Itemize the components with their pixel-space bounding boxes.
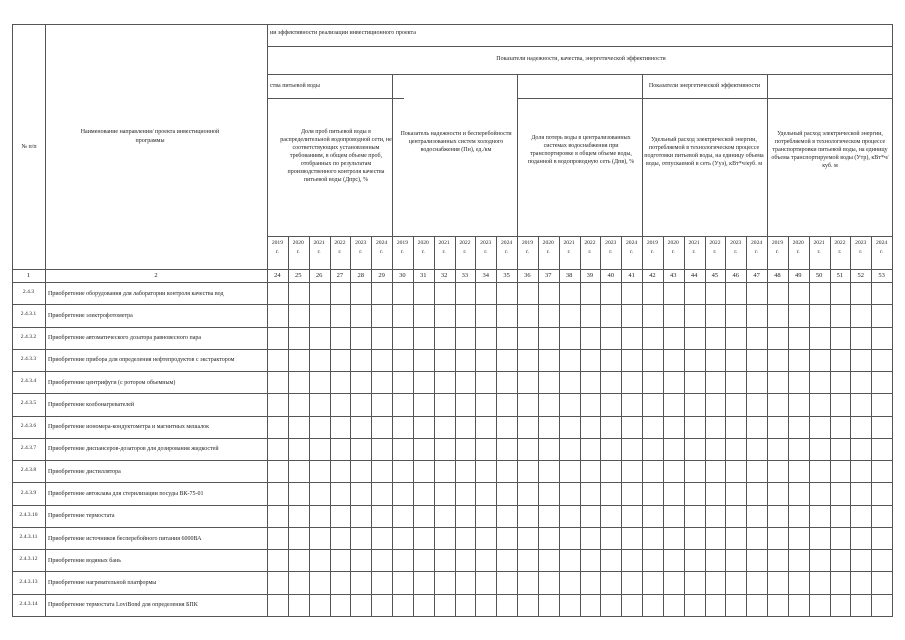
year-header: 2024 г. [496, 239, 517, 257]
year-column-divider [350, 236, 351, 616]
row-divider [12, 393, 892, 394]
year-column-divider [871, 236, 872, 616]
year-column-divider [663, 236, 664, 616]
year-column-divider [559, 236, 560, 616]
year-header: 2022 г. [455, 239, 476, 257]
column-number: 41 [628, 272, 635, 279]
column-number: 39 [586, 272, 594, 279]
year-suffix: г. [505, 249, 509, 255]
row-code: 2.4.3.11 [19, 534, 38, 541]
year-column-divider [496, 236, 497, 616]
year-header: 2022 г. [330, 239, 351, 257]
year-suffix: г. [463, 249, 467, 255]
column-number: 29 [378, 272, 385, 279]
indicator-water-losses: Доля потерь воды в централизованных системах водоснабжения при транспортировке в общем объеме воды, поданной в водопроводную сеть (Дпв), % [527, 135, 635, 165]
header-divider [12, 269, 892, 270]
column-number: 46 [732, 272, 739, 279]
year-suffix: г. [400, 249, 404, 255]
year-header: 2024 г. [871, 239, 892, 257]
row-code: 2.4.3.4 [20, 378, 37, 385]
year-header: 2020 г. [413, 239, 434, 257]
row-name: Приобретение электрофотометра [48, 312, 133, 319]
year-suffix: г. [650, 249, 654, 255]
year-column-divider [621, 236, 622, 616]
row-code: 2.4.3.5 [20, 400, 37, 407]
indicator-reliability: Показатель надежности и бесперебойности централизованных систем холодного водоснабжения (Пн), ед./км [400, 131, 512, 153]
column-number: 53 [878, 272, 885, 279]
year-suffix: г. [859, 249, 863, 255]
column-header-name: Наименование направления/ проекта инвестиционной программы [80, 129, 220, 144]
year-suffix: г. [713, 249, 717, 255]
row-code: 2.4.3.8 [20, 467, 37, 474]
year-header: 2023 г. [475, 239, 496, 257]
row-name: Приобретение иономера-кондуктометра и магнитных мешалок [48, 424, 210, 431]
year-column-divider [850, 236, 851, 616]
year-suffix: г. [484, 249, 488, 255]
row-name: Приобретение водяных бань [48, 557, 121, 564]
row-divider [12, 594, 892, 595]
year-suffix: г. [546, 249, 550, 255]
year-suffix: г. [317, 249, 321, 255]
year-column-divider [475, 236, 476, 616]
column-number: 28 [357, 272, 364, 279]
column-number: 51 [836, 272, 844, 279]
row-code: 2.4.3.10 [19, 511, 38, 518]
indicator-block-divider [517, 74, 518, 616]
year-suffix: г. [567, 249, 571, 255]
quality-group-title: ства питьевой воды [270, 83, 320, 89]
year-suffix: г. [359, 249, 363, 255]
year-suffix: г. [796, 249, 800, 255]
year-header: 2019 г. [767, 239, 788, 257]
year-column-divider [330, 236, 331, 616]
year-suffix: г. [734, 249, 738, 255]
column-number: 2 [154, 272, 158, 279]
year-header: 2019 г. [267, 239, 288, 257]
year-column-divider [830, 236, 831, 616]
column-number: 42 [649, 272, 656, 279]
row-name: Приобретение центрифуги (с ротором объемным) [48, 379, 176, 386]
row-name: Приобретение колбонагревателей [48, 401, 135, 408]
column-number: 27 [336, 272, 344, 279]
year-suffix: г. [380, 249, 384, 255]
year-column-divider [746, 236, 747, 616]
row-divider [12, 571, 892, 572]
energy-group-title: Показатели энергетической эффективности [648, 83, 761, 89]
year-header: 2021 г. [684, 239, 705, 257]
header-divider [517, 98, 892, 99]
year-suffix: г. [775, 249, 779, 255]
year-header: 2022 г. [705, 239, 726, 257]
column-number: 35 [503, 272, 510, 279]
year-suffix: г. [817, 249, 821, 255]
year-column-divider [809, 236, 810, 616]
row-code: 2.4.3.13 [19, 578, 38, 585]
row-name: Приобретение диспансеров-дозаторов для дозирования жидкостей [48, 446, 219, 453]
column-number: 40 [607, 272, 614, 279]
header-divider [12, 282, 892, 283]
column-number: 33 [461, 272, 469, 279]
section-title: ии эффективности реализации инвестиционного проекта [270, 30, 416, 36]
year-suffix: г. [442, 249, 446, 255]
year-header: 2024 г. [371, 239, 392, 257]
row-name: Приобретение прибора для определения нефтепродуктов с экстрактором [48, 357, 235, 364]
year-header: 2024 г. [621, 239, 642, 257]
column-number: 50 [815, 272, 823, 279]
row-code: 2.4.3.6 [20, 422, 37, 429]
year-header: 2019 г. [392, 239, 413, 257]
column-number: 25 [294, 272, 302, 279]
row-code: 2.4.3.1 [20, 311, 37, 318]
row-divider [12, 482, 892, 483]
year-header: 2019 г. [642, 239, 663, 257]
year-column-divider [580, 236, 581, 616]
row-name: Приобретение оборудования для лаборатории контроля качества вод [48, 290, 224, 297]
row-code: 2.4.3.3 [20, 355, 37, 362]
indicator-block-divider [767, 74, 768, 616]
column-number: 49 [794, 272, 802, 279]
row-code: 2.4.3.9 [20, 489, 37, 496]
year-suffix: г. [525, 249, 529, 255]
row-divider [12, 349, 892, 350]
row-name: Приобретение автоклава для стерилизации посуды ВК-75-01 [48, 491, 204, 498]
column-number: 32 [440, 272, 448, 279]
column-number: 47 [753, 272, 760, 279]
row-divider [12, 505, 892, 506]
year-suffix: г. [609, 249, 613, 255]
year-suffix: г. [671, 249, 675, 255]
year-column-divider [684, 236, 685, 616]
row-divider [12, 460, 892, 461]
row-divider [12, 549, 892, 550]
year-header: 2020 г. [538, 239, 559, 257]
group-title: Показатели надежности, качества, энергетической эффективности [496, 56, 666, 62]
year-suffix: г. [338, 249, 342, 255]
column-number: 45 [711, 272, 719, 279]
header-divider [267, 98, 404, 99]
year-column-divider [434, 236, 435, 616]
row-name: Приобретение термостата LoviBond для определения БПК [48, 602, 198, 609]
row-code: 2.4.3.2 [20, 333, 37, 340]
year-suffix: г. [421, 249, 425, 255]
year-column-divider [538, 236, 539, 616]
year-suffix: г. [588, 249, 592, 255]
indicator-block-divider [642, 74, 643, 616]
year-header: 2022 г. [580, 239, 601, 257]
column-number: 1 [26, 272, 31, 279]
year-header: 2021 г. [559, 239, 580, 257]
header-divider [267, 46, 892, 47]
year-column-divider [788, 236, 789, 616]
indicator-energy-transport: Удельный расход электрической энергии, потребляемой в технологическом процессе транспортировки питьевой воды, на единицу объема транспортируемой воды (Утр), кВт*ч/куб. м [771, 131, 889, 169]
column-number: 26 [315, 272, 323, 279]
year-column-divider [413, 236, 414, 616]
year-column-divider [371, 236, 372, 616]
year-header: 2023 г. [350, 239, 371, 257]
column-header-number: № п/п [21, 144, 37, 150]
year-column-divider [600, 236, 601, 616]
column-number: 37 [544, 272, 552, 279]
table-border-right [892, 24, 893, 616]
year-suffix: г. [296, 249, 300, 255]
column-number: 24 [274, 272, 281, 279]
column-number: 30 [399, 272, 406, 279]
row-code: 2.4.3.12 [19, 556, 38, 563]
row-code: 2.4.3.14 [19, 600, 38, 607]
row-divider [12, 304, 892, 305]
row-name: Приобретение источников бесперебойного питания 6000ВА [48, 535, 202, 542]
column-number: 31 [419, 272, 427, 279]
year-suffix: г. [275, 249, 279, 255]
column-number: 43 [669, 272, 677, 279]
row-divider [12, 327, 892, 328]
year-column-divider [705, 236, 706, 616]
column-number: 52 [857, 272, 864, 279]
year-header: 2019 г. [517, 239, 538, 257]
year-header: 2021 г. [309, 239, 330, 257]
year-suffix: г. [755, 249, 759, 255]
row-name: Приобретение нагревательной платформы [48, 580, 157, 587]
column-number: 36 [524, 272, 531, 279]
year-header: 2021 г. [809, 239, 830, 257]
table-border-bottom [12, 616, 893, 617]
row-divider [12, 371, 892, 372]
year-header: 2024 г. [746, 239, 767, 257]
year-column-divider [309, 236, 310, 616]
row-name: Приобретение термостата [48, 513, 115, 520]
row-code: 2.4.3 [22, 289, 35, 296]
column-number: 48 [774, 272, 781, 279]
row-name: Приобретение автоматического дозатора равновесного пара [48, 335, 202, 342]
year-suffix: г. [630, 249, 634, 255]
year-header: 2023 г. [600, 239, 621, 257]
column-number: 44 [690, 272, 698, 279]
row-name: Приобретение дистиллятора [48, 468, 121, 475]
year-header: 2020 г. [288, 239, 309, 257]
column-number: 38 [565, 272, 573, 279]
year-header: 2021 г. [434, 239, 455, 257]
header-divider [267, 74, 892, 75]
row-divider [12, 438, 892, 439]
year-header: 2023 г. [725, 239, 746, 257]
year-header: 2022 г. [830, 239, 851, 257]
year-column-divider [288, 236, 289, 616]
investment-program-table [12, 24, 892, 616]
row-code: 2.4.3.7 [20, 445, 37, 451]
year-header: 2020 г. [663, 239, 684, 257]
column-number: 34 [482, 272, 489, 279]
row-divider [12, 416, 892, 417]
indicator-water-quality: Доля проб питьевой воды в распределительной водопроводной сети, не соответствующих установленным требованиям, в общем объеме проб, отобранных по результатам производственного контроля качества питьевой воды (Дпрс), % [280, 129, 392, 183]
indicator-block-divider [392, 74, 393, 616]
year-header: 2023 г. [850, 239, 871, 257]
table-border-top [12, 24, 892, 25]
indicator-energy-preparation: Удельный расход электрической энергии, потребляемой в технологическом процессе подготовки питьевой воды, на единицу объема воды, отпускаемой в сеть (Ууэ), кВт*ч/куб. м [644, 137, 764, 167]
year-column-divider [455, 236, 456, 616]
year-suffix: г. [838, 249, 842, 255]
year-header: 2020 г. [788, 239, 809, 257]
year-column-divider [725, 236, 726, 616]
year-suffix: г. [880, 249, 884, 255]
year-suffix: г. [692, 249, 696, 255]
row-divider [12, 527, 892, 528]
